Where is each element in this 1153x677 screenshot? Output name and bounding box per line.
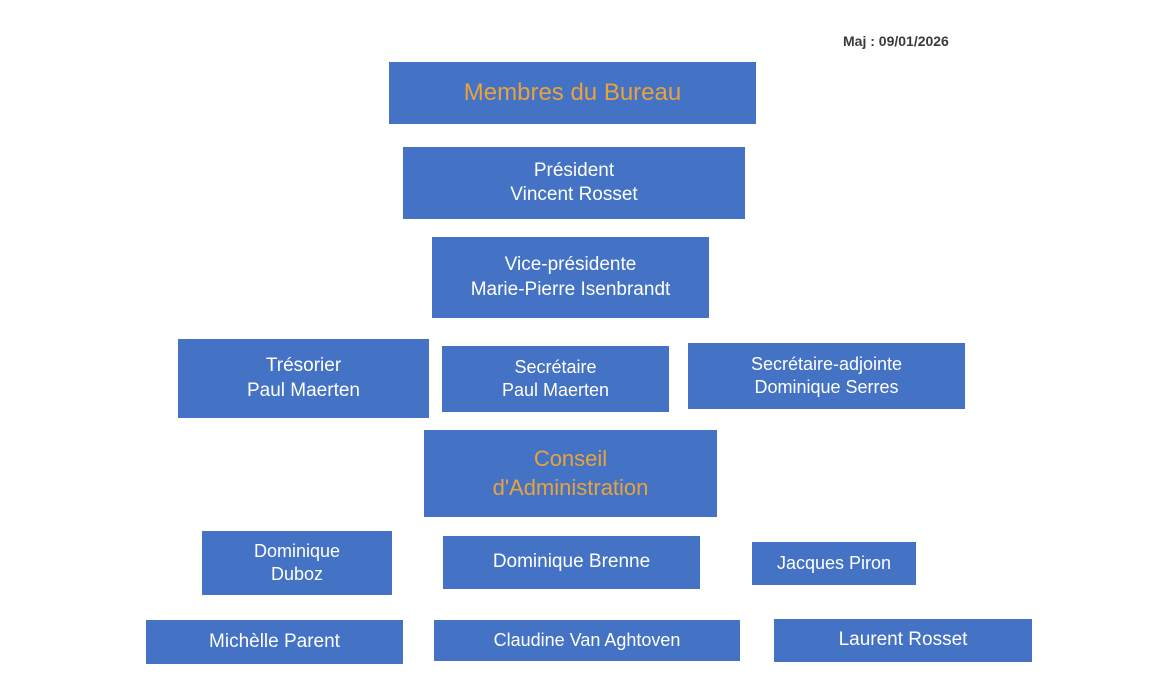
- node-secretaire: [442, 346, 669, 412]
- node-line: Dominique Brenne: [492, 551, 651, 573]
- node-line: Membres du Bureau: [463, 78, 682, 106]
- node-line: Dominique Serres: [754, 377, 899, 397]
- node-jacques-piron: [752, 542, 916, 585]
- update-stamp: Maj : 09/01/2026: [843, 33, 949, 49]
- node-line: Vice-présidente: [504, 254, 637, 276]
- node-line: Duboz: [270, 564, 324, 584]
- node-membres-du-bureau: [389, 62, 756, 124]
- node-secretaire-adjointe: [688, 343, 965, 409]
- node-claudine-van-aghtoven: [434, 620, 740, 661]
- node-vice-presidente: [432, 237, 709, 318]
- node-line: Secrétaire: [514, 356, 597, 377]
- node-tresorier: [178, 339, 429, 418]
- node-line: Trésorier: [265, 355, 342, 377]
- node-line: Président: [533, 159, 615, 181]
- node-line: d'Administration: [492, 474, 649, 500]
- node-line: Secrétaire-adjointe: [750, 353, 903, 374]
- node-line: Paul Maerten: [501, 380, 610, 400]
- node-line: Vincent Rosset: [510, 184, 638, 205]
- node-dominique-brenne: [443, 536, 700, 589]
- node-line: Marie-Pierre Isenbrandt: [470, 278, 671, 300]
- node-laurent-rosset: [774, 619, 1032, 662]
- node-president: [403, 147, 745, 219]
- node-line: Laurent Rosset: [838, 629, 968, 651]
- node-line: Conseil: [533, 446, 608, 472]
- node-dominique-duboz: [202, 531, 392, 595]
- node-line: Jacques Piron: [776, 552, 892, 573]
- node-line: Paul Maerten: [246, 379, 360, 401]
- node-line: Michèlle Parent: [209, 630, 340, 652]
- node-conseil-administration: [424, 430, 717, 517]
- node-michelle-parent: [146, 620, 403, 664]
- node-line: Claudine Van Aghtoven: [493, 629, 681, 650]
- node-line: Dominique: [253, 540, 341, 561]
